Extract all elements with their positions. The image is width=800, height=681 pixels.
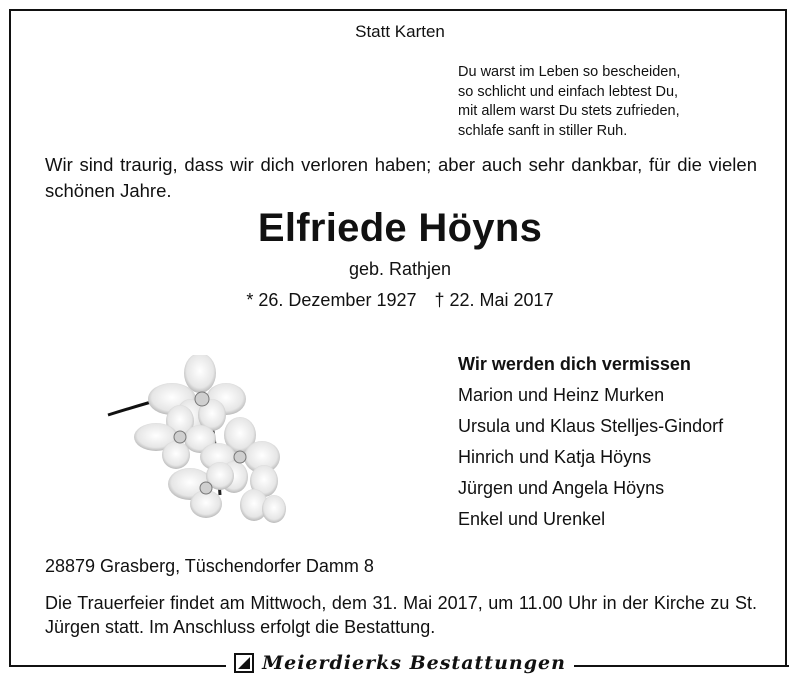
mourners — [458, 349, 788, 535]
poem-line: so schlicht und einfach lebtest Du, — [458, 83, 679, 100]
orchid-image — [100, 355, 290, 525]
birth-date: * 26. Dezember 1927 — [246, 290, 417, 310]
footer-rule-right — [573, 665, 789, 667]
poem-line: mit allem warst Du stets zufrieden, — [458, 103, 680, 119]
poem-line: schlafe sanft in stiller Ruh. — [458, 122, 628, 139]
mourner-name: Marion und Heinz Murken — [458, 385, 665, 405]
life-dates — [0, 290, 800, 311]
birth-name: geb. Rathjen — [348, 259, 452, 279]
mourners-lead: Wir werden dich vermissen — [458, 354, 691, 374]
mourner-name: Enkel und Urenkel — [458, 509, 606, 529]
deceased-name: Elfriede Höyns — [257, 206, 543, 250]
mourner-name: Jürgen und Angela Höyns — [458, 478, 665, 498]
intro-text: Wir sind traurig, dass wir dich verloren haben; aber auch sehr dankbar, für die vielen schönen Jahre. — [45, 154, 757, 201]
brand-name: Meierdierks Bestattungen — [262, 652, 566, 674]
notice-heading: Statt Karten — [355, 22, 445, 41]
address: 28879 Grasberg, Tüschendorfer Damm 8 — [45, 556, 374, 576]
mourner-name: Ursula und Klaus Stelljes-Gindorf — [458, 416, 724, 436]
poem-line: Du warst im Leben so bescheiden, — [458, 64, 681, 80]
death-date: † 22. Mai 2017 — [434, 290, 554, 310]
poem — [458, 63, 758, 141]
footer-rule-left — [11, 665, 227, 667]
brand-logo-icon — [234, 653, 254, 673]
footer-brand — [226, 648, 574, 678]
mourner-name: Hinrich und Katja Höyns — [458, 447, 652, 467]
service-info: Die Trauerfeier findet am Mittwoch, dem 31. Mai 2017, um 11.00 Uhr in der Kirche zu St. Jürgen statt. Im Anschluss erfolgt die Bestattung. — [45, 593, 757, 637]
